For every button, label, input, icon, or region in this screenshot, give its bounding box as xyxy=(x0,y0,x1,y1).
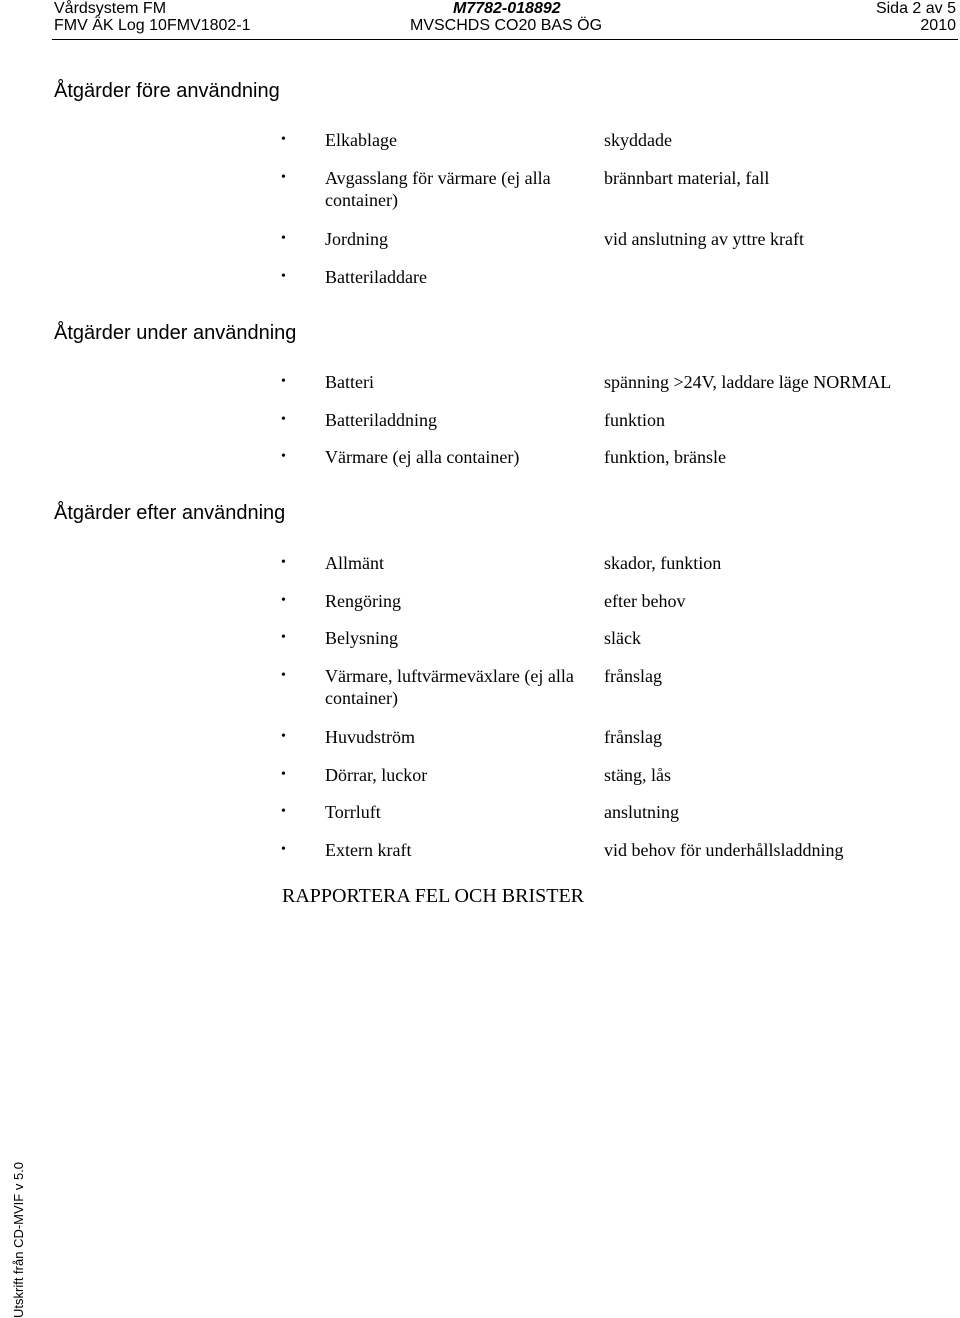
item-label: Allmänt xyxy=(325,553,384,573)
header-document-ref: FMV ÄK Log 10FMV1802-1 xyxy=(54,17,251,34)
report-notice: RAPPORTERA FEL OCH BRISTER xyxy=(282,885,585,907)
item-label: Batteri xyxy=(325,372,374,392)
bullet: • xyxy=(281,449,286,464)
header-divider xyxy=(52,39,958,40)
item-value: anslutning xyxy=(604,802,679,822)
bullet: • xyxy=(281,593,286,608)
section-title-before-use: Åtgärder före användning xyxy=(54,80,280,102)
bullet: • xyxy=(281,729,286,744)
item-label: Jordning xyxy=(325,229,388,249)
header-year: 2010 xyxy=(920,17,956,34)
bullet: • xyxy=(281,170,286,185)
item-label: Extern kraft xyxy=(325,840,412,860)
item-value: stäng, lås xyxy=(604,765,671,785)
item-label: Rengöring xyxy=(325,591,401,611)
bullet: • xyxy=(281,269,286,284)
item-label: Huvudström xyxy=(325,727,415,747)
bullet: • xyxy=(281,374,286,389)
item-value: skador, funktion xyxy=(604,553,722,573)
item-value: frånslag xyxy=(604,666,662,686)
header-system-name: Vårdsystem FM xyxy=(54,0,167,17)
item-label: Batteriladdare xyxy=(325,267,427,287)
section-title-after-use: Åtgärder efter användning xyxy=(54,502,286,524)
section-title-during-use: Åtgärder under användning xyxy=(54,322,297,344)
item-value: funktion, bränsle xyxy=(604,447,726,467)
item-value: vid anslutning av yttre kraft xyxy=(604,229,804,249)
item-value: vid behov för underhållsladdning xyxy=(604,840,844,860)
header-document-number: M7782-018892 xyxy=(453,0,561,17)
item-value: frånslag xyxy=(604,727,662,747)
item-label: Värmare, luftvärmeväxlare (ej alla container) xyxy=(325,666,574,708)
item-label: Torrluft xyxy=(325,802,381,822)
item-label: Avgasslang för värmare (ej alla container) xyxy=(325,168,551,210)
item-label: Batteriladdning xyxy=(325,410,437,430)
item-label: Dörrar, luckor xyxy=(325,765,428,785)
bullet: • xyxy=(281,412,286,427)
bullet: • xyxy=(281,842,286,857)
header-page-number: Sida 2 av 5 xyxy=(875,0,956,17)
bullet: • xyxy=(281,555,286,570)
bullet: • xyxy=(281,132,286,147)
bullet: • xyxy=(281,231,286,246)
bullet: • xyxy=(281,804,286,819)
item-value: släck xyxy=(604,628,641,648)
item-value: spänning >24V, laddare läge NORMAL xyxy=(604,372,892,392)
item-value: skyddade xyxy=(604,130,672,150)
header-document-title: MVSCHDS CO20 BAS ÖG xyxy=(410,17,603,34)
bullet: • xyxy=(281,767,286,782)
print-source-label: Utskrift från CD-MVIF v 5.0 xyxy=(11,1161,26,1318)
item-value: efter behov xyxy=(604,591,686,611)
item-label: Elkablage xyxy=(325,130,397,150)
bullet: • xyxy=(281,668,286,683)
item-label: Belysning xyxy=(325,628,399,648)
bullet: • xyxy=(281,630,286,645)
item-value: funktion xyxy=(604,410,665,430)
item-label: Värmare (ej alla container) xyxy=(325,447,520,467)
item-value: brännbart material, fall xyxy=(604,168,770,188)
